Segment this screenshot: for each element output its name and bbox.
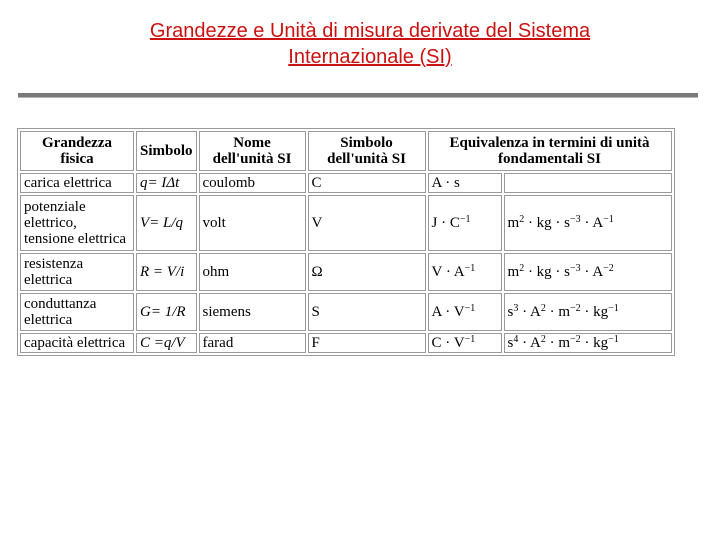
cell-text: resistenza: [24, 256, 84, 272]
header-equivalenza: [428, 131, 672, 171]
cell-text: elettrica: [24, 312, 73, 328]
cell-simbolo-unita: Ω: [308, 253, 426, 291]
table-row: [20, 195, 672, 251]
cell-text: · A: [518, 304, 541, 320]
table-header-row: [20, 131, 672, 171]
cell-fondamentali: [504, 293, 672, 331]
header-grandezza: [20, 131, 134, 171]
cell-simbolo-unita: F: [308, 333, 426, 353]
exponent: −1: [608, 303, 619, 314]
cell-fondamentali: [504, 253, 672, 291]
cell-simbolo-unita: C: [308, 173, 426, 193]
cell-text: tensione elettrica: [24, 231, 127, 247]
exponent: 2: [519, 214, 525, 225]
cell-nome: farad: [199, 333, 306, 353]
exponent: −2: [570, 303, 581, 314]
exponent: −1: [603, 214, 614, 225]
cell-grandezza: [20, 173, 134, 193]
cell-text: V · A: [431, 264, 465, 280]
table-row: [20, 253, 672, 291]
cell-simbolo: q= IΔt: [136, 173, 197, 193]
header-text: fondamentali SI: [498, 151, 601, 167]
header-simbolo: [136, 131, 197, 171]
title-line-2: Internazionale (SI): [288, 46, 452, 68]
cell-text: · kg · s: [524, 215, 571, 231]
header-text: Simbolo: [340, 135, 393, 151]
cell-simbolo: C =q/V: [136, 333, 197, 353]
exponent: −3: [570, 263, 581, 274]
exponent: −1: [464, 303, 476, 314]
cell-text: elettrico,: [24, 215, 77, 231]
cell-simbolo: G= 1/R: [136, 293, 197, 331]
cell-nome: coulomb: [199, 173, 306, 193]
exponent: −1: [464, 334, 476, 345]
cell-grandezza: [20, 293, 134, 331]
exponent: 2: [519, 263, 525, 274]
cell-simbolo-unita: S: [308, 293, 426, 331]
cell-text: · m: [545, 304, 571, 320]
cell-text: s: [507, 304, 514, 320]
cell-equivalenza: [428, 253, 502, 291]
cell-nome: siemens: [199, 293, 306, 331]
exponent: −1: [464, 263, 476, 274]
cell-text: · A: [518, 335, 541, 351]
cell-text: · kg · s: [524, 264, 571, 280]
cell-text: carica elettrica: [24, 175, 112, 191]
header-text: Equivalenza in termini di unità: [449, 135, 650, 151]
cell-simbolo-unita: V: [308, 195, 426, 251]
cell-nome: volt: [199, 195, 306, 251]
cell-text: potenziale: [24, 199, 86, 215]
page-title: [60, 18, 680, 70]
header-text: fisica: [60, 151, 94, 167]
header-text: Nome: [233, 135, 271, 151]
exponent: −3: [570, 214, 581, 225]
table-row: [20, 333, 672, 353]
cell-fondamentali: [504, 333, 672, 353]
exponent: 3: [513, 303, 519, 314]
cell-grandezza: [20, 253, 134, 291]
cell-grandezza: [20, 333, 134, 353]
cell-fondamentali: [504, 195, 672, 251]
si-units-table: [17, 128, 675, 356]
exponent: −1: [608, 334, 619, 345]
exponent: 2: [540, 303, 546, 314]
title-line-1: Grandezze e Unità di misura derivate del Sistema: [149, 20, 591, 42]
exponent: −1: [459, 214, 471, 225]
exponent: −2: [570, 334, 581, 345]
cell-equivalenza: A · s: [428, 173, 502, 193]
exponent: 2: [540, 334, 546, 345]
header-text: dell'unità SI: [327, 151, 406, 167]
cell-text: elettrica: [24, 272, 73, 288]
table-row: [20, 293, 672, 331]
cell-text: · A: [580, 264, 604, 280]
cell-equivalenza: [428, 195, 502, 251]
cell-fondamentali: [504, 173, 672, 193]
cell-text: · kg: [580, 304, 609, 320]
cell-text: m: [507, 215, 520, 231]
header-text: Simbolo: [140, 143, 193, 159]
exponent: 4: [513, 334, 519, 345]
cell-simbolo: V= L/q: [136, 195, 197, 251]
header-text: dell'unità SI: [212, 151, 292, 167]
exponent: −2: [603, 263, 614, 274]
cell-text: · A: [580, 215, 604, 231]
cell-text: capacità elettrica: [24, 335, 126, 351]
cell-text: conduttanza: [24, 296, 97, 312]
cell-nome: ohm: [199, 253, 306, 291]
table-row: [20, 173, 672, 193]
cell-equivalenza: [428, 293, 502, 331]
cell-text: s: [507, 335, 514, 351]
cell-text: C · V: [431, 335, 465, 351]
header-nome-unita: [199, 131, 306, 171]
cell-text: J · C: [431, 215, 460, 231]
cell-grandezza: [20, 195, 134, 251]
cell-text: · m: [545, 335, 571, 351]
header-text: Grandezza: [42, 135, 112, 151]
cell-equivalenza: [428, 333, 502, 353]
header-simbolo-unita: [308, 131, 426, 171]
cell-text: m: [507, 264, 520, 280]
cell-text: · kg: [580, 335, 609, 351]
title-divider: [18, 93, 698, 97]
cell-simbolo: R = V/i: [136, 253, 197, 291]
cell-text: A · V: [431, 304, 465, 320]
